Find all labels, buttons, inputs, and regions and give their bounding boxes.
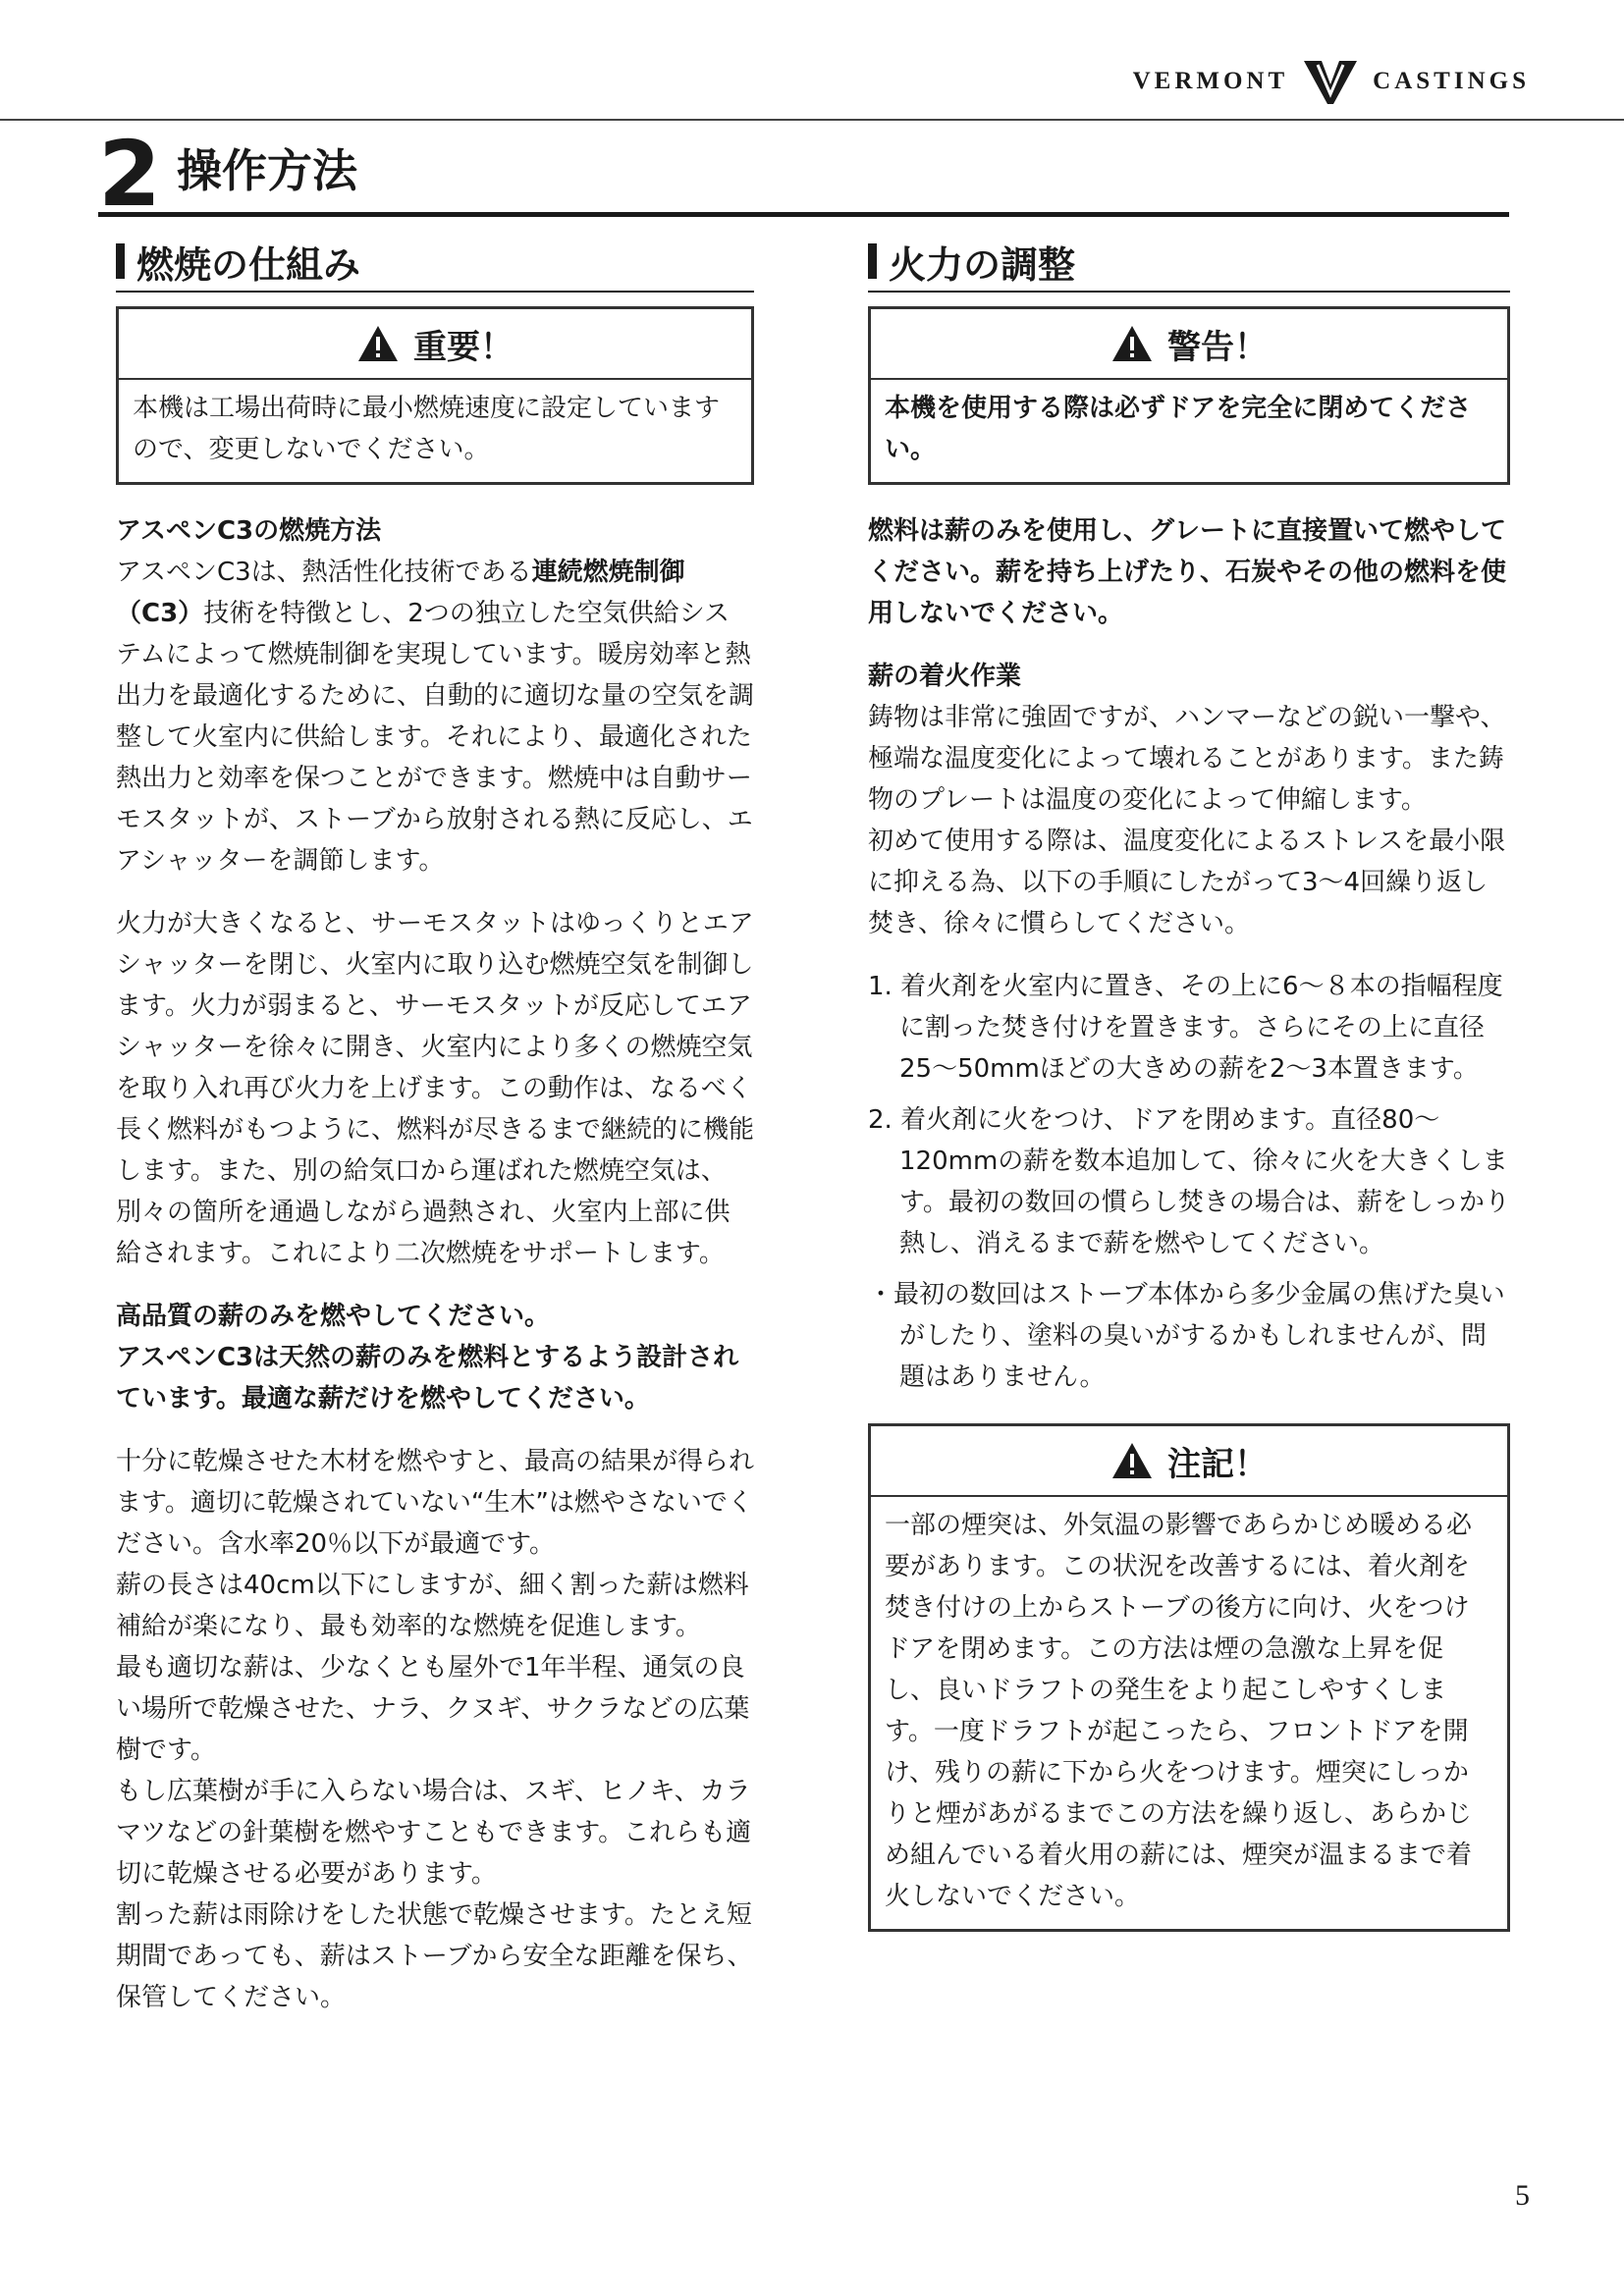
paragraph-dry-wood: 十分に乾燥させた木材を燃やすと、最高の結果が得られます。適切に乾燥されていない“生木”は燃やさないでください。含水率20％以下が最適です。 bbox=[116, 1447, 755, 1559]
section-title: 燃焼の仕組み bbox=[136, 242, 361, 287]
bold-paragraph-natural-wood: アスペンC3は天然の薪のみを燃料とするよう設計されています。最適な薪だけを燃やしてください。 bbox=[116, 1343, 739, 1414]
paragraph-wood-length: 薪の長さは40cm以下にしますが、細く割った薪は燃料補給が楽になり、最も効率的な燃焼を促進します。 bbox=[116, 1571, 749, 1641]
paragraph-softwood: もし広葉樹が手に入らない場合は、スギ、ヒノキ、カラマツなどの針葉樹を燃やすこともできます。これらも適切に乾燥させる必要があります。 bbox=[116, 1777, 752, 1889]
paragraph-hardwood: 最も適切な薪は、少なくとも屋外で1年半程、通気の良い場所で乾燥させた、ナラ、クヌギ、サクラなどの広葉樹です。 bbox=[116, 1653, 750, 1765]
brand-right: CASTINGS bbox=[1373, 68, 1530, 94]
paragraph-thermostat: 火力が大きくなると、サーモスタットはゆっくりとエアシャッターを閉じ、火室内に取り込む燃焼空気を制御します。火力が弱まると、サーモスタットが反応してエアシャッターを徐々に開き、火室内により多くの燃焼空気を取り入れ再び火力を上げます。この動作は、なるべく長く燃料がもつように、燃料が尽きるまで継続的に機能します。また、別の給気口から運ばれた燃焼空気は、別々の箇所を通過しながら過熱され、火室内上部に供給されます。これにより二次燃焼をサポートします。 bbox=[116, 909, 755, 1268]
notice-body: 本機を使用する際は必ずドアを完全に閉めてください。 bbox=[885, 394, 1472, 464]
bold-line-quality: 高品質の薪のみを燃やしてください。 bbox=[116, 1302, 551, 1331]
bold-paragraph-fuel: 燃料は薪のみを使用し、グレートに直接置いて燃やしてください。薪を持ち上げたり、石炭やその他の燃料を使用しないでください。 bbox=[868, 516, 1507, 628]
paragraph-cast-iron: 鋳物は非常に強固ですが、ハンマーなどの鋭い一撃や、極端な温度変化によって壊れることがあります。また鋳物のプレートは温度の変化によって伸縮します。 bbox=[868, 703, 1506, 815]
notice-title: 注記！ bbox=[1167, 1444, 1268, 1484]
paragraph-break-in: 初めて使用する際は、温度変化によるストレスを最小限に抑える為、以下の手順にしたがって3〜4回繰り返し焚き、徐々に慣らしてください。 bbox=[868, 827, 1506, 938]
text-run: 技術を特徴とし、2つの独立した空気供給システムによって燃焼制御を実現しています。暖房効率と熱出力を最適化するために、自動的に適切な量の空気を調整して火室内に供給します。それにより、最適化された熱出力と効率を保つことができます。燃焼中は自動サーモスタットが、ストーブから放射される熱に反応し、エアシャッターを調節します。 bbox=[116, 599, 755, 876]
chapter-title: 操作方法 bbox=[177, 144, 357, 197]
subheading-c3: アスペンC3の燃焼方法 bbox=[116, 516, 382, 546]
section-heading-fire-control bbox=[868, 232, 1510, 293]
warning-triangle-icon bbox=[356, 324, 400, 363]
text-run: アスペンC3は、熱活性化技術である bbox=[116, 558, 532, 587]
notice-body: 本機は工場出荷時に最小燃焼速度に設定していますので、変更しないでください。 bbox=[133, 394, 721, 464]
paragraph-c3 bbox=[116, 552, 754, 881]
notice-header bbox=[871, 1426, 1507, 1497]
ignition-steps bbox=[868, 966, 1510, 1264]
page-number: 5 bbox=[1515, 2179, 1530, 2212]
brand-left: VERMONT bbox=[1132, 68, 1289, 94]
section-marker bbox=[868, 243, 877, 279]
paragraph-storage: 割った薪は雨除けをした状態で乾燥させます。たとえ短期間であっても、薪はストーブから安全な距離を保ち、保管してください。 bbox=[116, 1900, 753, 2012]
notice-title: 重要！ bbox=[413, 327, 514, 367]
bold-run: 連続燃焼制御（C3） bbox=[116, 558, 685, 628]
warning-triangle-icon bbox=[1110, 1441, 1154, 1480]
list-item: 1. 着火剤を火室内に置き、その上に6〜８本の指幅程度に割った焚き付けを置きます。さらにその上に直径25〜50mmほどの大きめの薪を2〜3本置きます。 bbox=[868, 972, 1503, 1084]
notice-header bbox=[871, 309, 1507, 380]
warning-notice bbox=[868, 306, 1510, 485]
left-column bbox=[116, 232, 754, 2018]
chapter-number: 2 bbox=[98, 122, 162, 227]
brand-logo bbox=[1133, 55, 1530, 108]
section-marker bbox=[116, 243, 125, 279]
notice-header bbox=[119, 309, 751, 380]
warning-triangle-icon bbox=[1110, 324, 1154, 363]
chapter-heading bbox=[98, 122, 1509, 227]
important-notice bbox=[116, 306, 754, 485]
bullet-note: ・最初の数回はストーブ本体から多少金属の焦げた臭いがしたり、塗料の臭いがするかもしれませんが、問題はありません。 bbox=[868, 1280, 1505, 1392]
header-rule bbox=[0, 119, 1624, 121]
right-column bbox=[868, 232, 1510, 1957]
subheading-ignition: 薪の着火作業 bbox=[868, 662, 1022, 691]
vermont-castings-emblem-icon bbox=[1300, 55, 1361, 108]
notice-title: 警告！ bbox=[1167, 327, 1268, 367]
section-title: 火力の調整 bbox=[889, 242, 1076, 287]
list-item: 2. 着火剤に火をつけ、ドアを閉めます。直径80〜120mmの薪を数本追加して、徐々に火を大きくします。最初の数回の慣らし焚きの場合は、薪をしっかり熱し、消えるまで薪を燃やしてください。 bbox=[868, 1105, 1510, 1258]
section-heading-combustion bbox=[116, 232, 754, 293]
notice-body: 一部の煙突は、外気温の影響であらかじめ暖める必要があります。この状況を改善するには、着火剤を焚き付けの上からストーブの後方に向け、火をつけドアを閉めます。この方法は煙の急激な上昇を促し、良いドラフトの発生をより起こしやすくします。一度ドラフトが起こったら、フロントドアを開け、残りの薪に下から火をつけます。煙突にしっかりと煙があがるまでこの方法を繰り返し、あらかじめ組んでいる着火用の薪には、煙突が温まるまで着火しないでください。 bbox=[885, 1511, 1473, 1911]
note-notice bbox=[868, 1423, 1510, 1932]
